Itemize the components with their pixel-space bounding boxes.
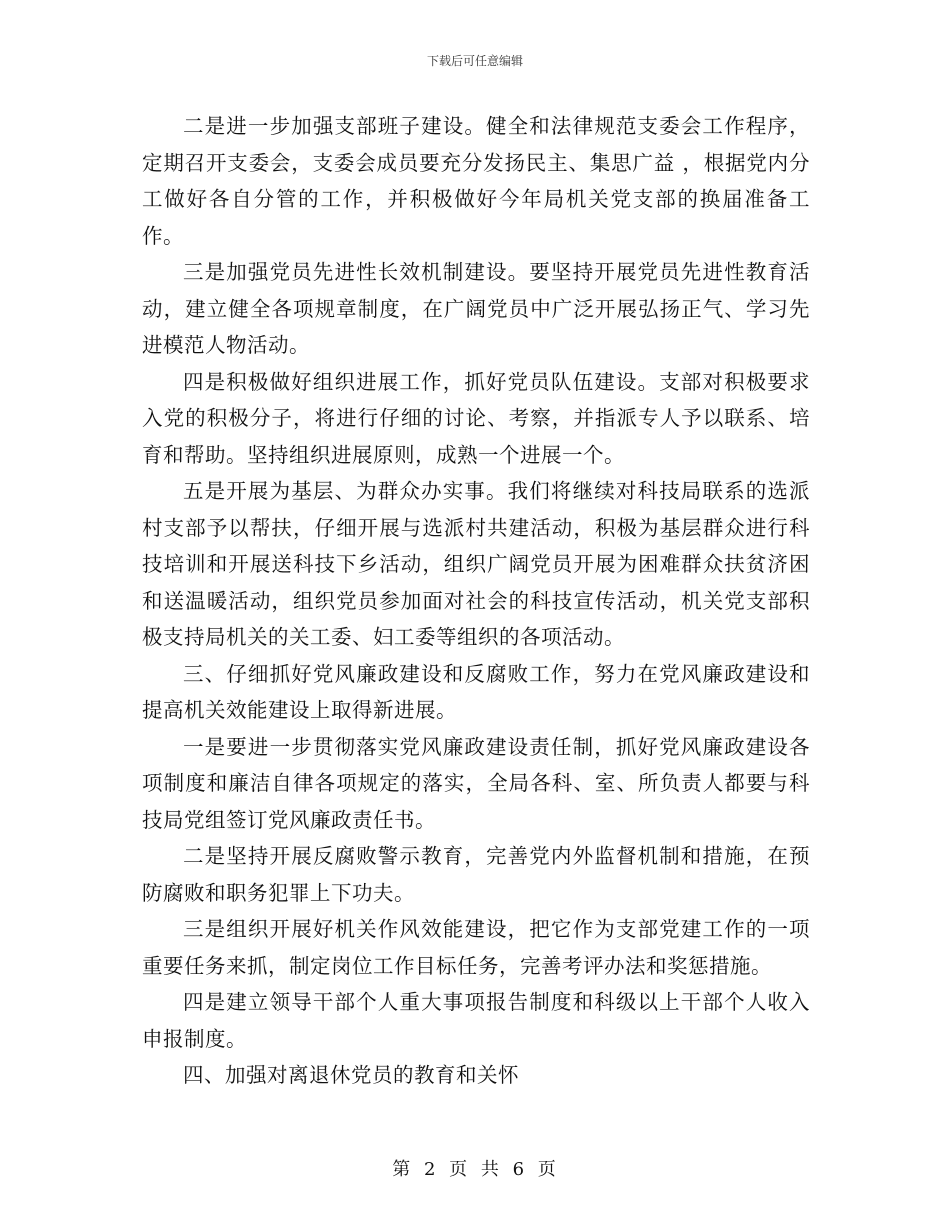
document-body (142, 108, 810, 1094)
section-heading-anti-corruption: 三、仔细抓好党风廉政建设和反腐败工作，努力在党风廉政建设和提高机关效能建设上取得新进展。 (142, 661, 810, 722)
paragraph-responsibility-system: 一是要进一步贯彻落实党风廉政建设责任制，抓好党风廉政建设各项制度和廉洁自律各项规定的落实，全局各科、室、所负责人都要与科技局党组签订党风廉政责任书。 (142, 734, 810, 832)
paragraph-long-term-mechanism: 三是加强党员先进性长效机制建设。要坚持开展党员先进性教育活动，建立健全各项规章制度，在广阔党员中广泛开展弘扬正气、学习先进模范人物活动。 (142, 260, 810, 357)
paragraph-organization-development: 四是积极做好组织进展工作，抓好党员队伍建设。支部对积极要求入党的积极分子，将进行仔细的讨论、考察，并指派专人予以联系、培育和帮助。坚持组织进展原则，成熟一个进展一个。 (142, 369, 810, 467)
paragraph-practical-service: 五是开展为基层、为群众办实事。我们将继续对科技局联系的选派村支部予以帮扶，仔细开展与选派村共建活动，积极为基层群众进行科技培训和开展送科技下乡活动，组织广阔党员开展为困难群众扶贫济困和送温暖活动，组织党员参加面对社会的科技宣传活动，机关党支部积极支持局机关的关工委、妇工委等组织的各项活动。 (142, 479, 810, 649)
paragraph-work-style-efficiency: 三是组织开展好机关作风效能建设，把它作为支部党建工作的一项重要任务来抓，制定岗位工作目标任务，完善考评办法和奖惩措施。 (142, 917, 810, 978)
section-heading-retired-members: 四、加强对离退休党员的教育和关怀 (183, 1063, 519, 1087)
page-header-note: 下载后可任意编辑 (426, 54, 523, 68)
page-number: 第 2 页 共 6 页 (392, 1159, 558, 1180)
paragraph-personal-reporting: 四是建立领导干部个人重大事项报告制度和科级以上干部个人收入申报制度。 (142, 990, 810, 1051)
paragraph-warning-education: 二是坚持开展反腐败警示教育，完善党内外监督机制和措施，在预防腐败和职务犯罪上下功夫。 (142, 844, 810, 905)
paragraph-branch-team-building: 二是进一步加强支部班子建设。健全和法律规范支委会工作程序，定期召开支委会，支委会成员要充分发扬民主、集思广益 ，根据党内分工做好各自分管的工作，并积极做好今年局机关党支部的换届准备工作。 (142, 114, 810, 248)
